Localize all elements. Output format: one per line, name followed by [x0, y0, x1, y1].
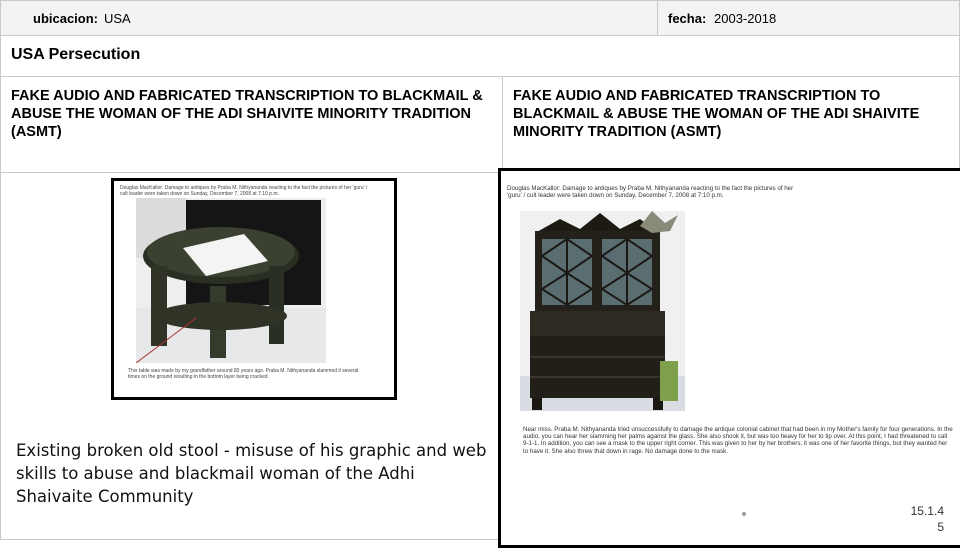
left-scanned-document	[111, 178, 397, 400]
left-document-top-text: Douglas MacKallor: Damage to antiques by Praba M. Nithyananda reacting to the fact the pictures of her 'guru' / cult leader were taken down on Sunday, December 7, 2008 at 7:10 p.m.	[120, 185, 368, 197]
right-document-bottom-text: Near miss. Praba M. Nithyananda tried unsuccessfully to damage the antique colonial cabinet that had been in my Mother's family for four generations. In the audio, you can hear her slamming her palms against the glass. She also shook it, but was too heavy for her to tip over. At this point, I had threatened to call 9-1-1. In addition, you can see a mask to the upper right corner. This was given to her by her brothers; it was one of her favorite things, but they wanted her to have it. She also threw that down in rage. No damage done to the mask.	[523, 426, 953, 455]
date-value: 2003-2018	[714, 11, 777, 26]
date-label: fecha:	[668, 11, 707, 26]
right-document-top-text: Douglas MacKallor: Damage to antiques by Praba M. Nithyananda reacting to the fact the pictures of her 'guru' / cult leader were taken down on Sunday, December 7, 2008 at 7:10 p.m.	[507, 185, 794, 200]
left-column-heading: FAKE AUDIO AND FABRICATED TRANSCRIPTION TO BLACKMAIL & ABUSE THE WOMAN OF THE ADI SHAIVITE MINORITY TRADITION (ASMT)	[11, 88, 483, 140]
scan-dot	[742, 512, 746, 516]
right-scanned-document	[498, 168, 960, 548]
section-title-row	[0, 35, 960, 77]
right-column-heading-cell	[502, 76, 960, 173]
location-label: ubicacion:	[33, 11, 99, 26]
location-value: USA	[104, 11, 131, 26]
left-column-heading-cell	[0, 76, 503, 173]
location-header-cell	[0, 0, 658, 36]
left-document-bottom-text: This table was made by my grandfather around 80 years ago. Praba M. Nithyananda slammed it several times on the ground resulting in the bottom layer being cracked.	[128, 368, 359, 380]
table-photo	[136, 198, 326, 363]
section-title: USA Persecution	[11, 46, 141, 63]
cabinet-photo	[520, 211, 685, 411]
left-caption: Existing broken old stool - misuse of his graphic and web skills to abuse and blackmail woman of the Adhi Shaivaite Community	[16, 441, 487, 506]
page-number: 15.1.4 5	[910, 504, 944, 534]
date-header-cell	[657, 0, 960, 36]
right-column-heading: FAKE AUDIO AND FABRICATED TRANSCRIPTION TO BLACKMAIL & ABUSE THE WOMAN OF THE ADI SHAIVITE MINORITY TRADITION (ASMT)	[513, 88, 920, 140]
